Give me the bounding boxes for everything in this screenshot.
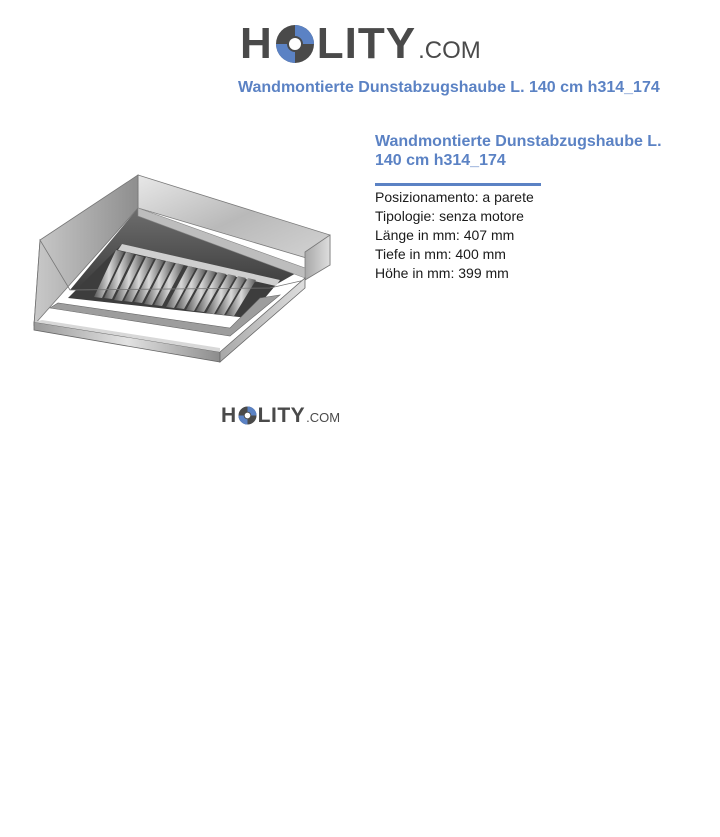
spec-height: Höhe in mm: 399 mm bbox=[375, 265, 509, 281]
brand-logo[interactable] bbox=[240, 14, 481, 66]
spec-type: Tipologie: senza motore bbox=[375, 208, 524, 224]
brand-logo-small[interactable] bbox=[221, 402, 340, 426]
stainless-steel-wall-hood-image bbox=[30, 170, 340, 370]
logo-domain-small: .COM bbox=[306, 410, 341, 425]
spec-list bbox=[375, 188, 685, 283]
logo-suffix: LITY bbox=[316, 19, 417, 68]
spec-depth: Tiefe in mm: 400 mm bbox=[375, 246, 506, 262]
product-title: Wandmontierte Dunstabzugshaube L. 140 cm h314_174 bbox=[375, 133, 662, 169]
logo-suffix-small: LITY bbox=[257, 404, 306, 427]
title-divider bbox=[375, 183, 541, 186]
product-image bbox=[30, 170, 340, 370]
page-title: Wandmontierte Dunstabzugshaube L. 140 cm h314_174 bbox=[238, 79, 660, 96]
logo-domain: .COM bbox=[418, 37, 481, 64]
logo-o-icon bbox=[275, 24, 315, 64]
spec-positioning: Posizionamento: a parete bbox=[375, 189, 534, 205]
product-details bbox=[375, 132, 685, 283]
logo-o-icon bbox=[238, 406, 257, 425]
logo-prefix-small: H bbox=[221, 404, 237, 427]
logo-prefix: H bbox=[240, 19, 273, 68]
spec-length: Länge in mm: 407 mm bbox=[375, 227, 515, 243]
